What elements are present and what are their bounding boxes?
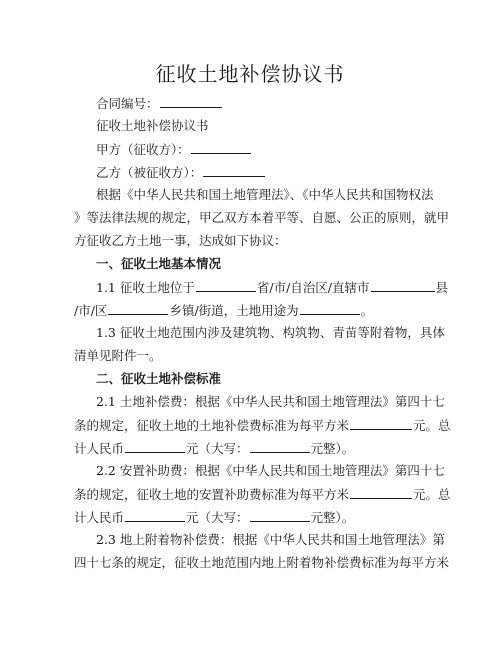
clause-2-2-text-a: 条的规定，征收土地的安置补助费标准为每平方米 [74,487,350,502]
town-blank [108,301,168,315]
party-a-label: 甲方（征收方）： [96,142,190,157]
clause-2-2-line-1: 2.2 安置补助费：根据《中华人民共和国土地管理法》第四十七 [96,463,445,478]
clause-2-2-text-c: 计人民币 [74,510,125,525]
clause-1-1-text-c: 县 [435,280,449,295]
clause-2-1-line-3 [74,439,430,458]
land-comp-words-blank [250,439,310,453]
province-blank [196,278,256,292]
contract-number-line [96,94,430,113]
clause-1-1-text-f: 。 [360,303,374,318]
resettlement-total-blank [125,508,185,522]
clause-1-1-text-a: 1.1 征收土地位于 [96,280,195,295]
resettlement-rate-blank [350,485,412,499]
clause-2-3-line-1: 2.3 地上附着物补偿费：根据《中华人民共和国土地管理法》第 [96,532,445,547]
land-comp-rate-blank [350,416,412,430]
document-name-line: 征收土地补偿协议书 [96,118,209,133]
clause-1-1-line-2 [74,301,430,320]
party-b-blank [203,163,265,177]
contract-number-label: 合同编号： [96,96,159,111]
clause-1-3-line-2: 清单见附件一。 [74,348,162,363]
clause-2-2-line-2 [74,485,451,504]
clause-2-1-line-2 [74,416,451,435]
resettlement-words-blank [250,508,310,522]
section-2-heading: 二、征收土地补偿标准 [96,371,222,386]
section-1-heading: 一、征收土地基本情况 [96,256,222,271]
clause-2-2-line-3 [74,508,430,527]
clause-1-1-text-b: 省/市/自治区/直辖市 [256,280,370,295]
intro-paragraph-line-2: 》等法律法规的规定，甲乙双方本着平等、自愿、公正的原则，就甲 [74,210,450,225]
clause-1-1-text-e: 乡镇/街道，土地用途为 [169,303,299,318]
intro-paragraph-line-1: 根据《中华人民共和国土地管理法》、《中华人民共和国物权法 [96,187,434,202]
clause-2-2-text-b: 元。总 [413,487,451,502]
clause-2-3-line-2: 四十七条的规定，征收土地范围内地上附着物补偿费标准为每平方米 [74,555,450,570]
clause-1-1-text-d: /市/区 [74,303,108,318]
clause-1-3-line-1: 1.3 征收土地范围内涉及建筑物、构筑物、青苗等附着物，具体 [96,325,445,340]
document-title: 征收土地补偿协议书 [155,62,345,86]
clause-2-1-text-d: 元（大写： [186,441,249,456]
party-b-label: 乙方（被征收方）： [96,165,203,180]
clause-2-1-line-1: 2.1 土地补偿费：根据《中华人民共和国土地管理法》第四十七 [96,394,445,409]
clause-2-1-text-b: 元。总 [413,418,451,433]
clause-2-2-text-d: 元（大写： [186,510,249,525]
party-a-line [96,140,430,159]
party-b-line [96,163,430,182]
intro-paragraph-line-3: 方征收乙方土地一事，达成如下协议： [74,233,287,248]
land-use-blank [300,301,360,315]
contract-number-blank [160,94,222,108]
clause-2-1-text-c: 计人民币 [74,441,125,456]
party-a-blank [191,140,251,154]
county-blank [371,278,435,292]
clause-2-1-text-e: 元整）。 [310,441,355,456]
land-comp-total-blank [125,439,185,453]
clause-1-1-line-1 [96,278,449,297]
clause-2-2-text-e: 元整）。 [310,510,355,525]
clause-2-1-text-a: 条的规定，征收土地的土地补偿费标准为每平方米 [74,418,350,433]
